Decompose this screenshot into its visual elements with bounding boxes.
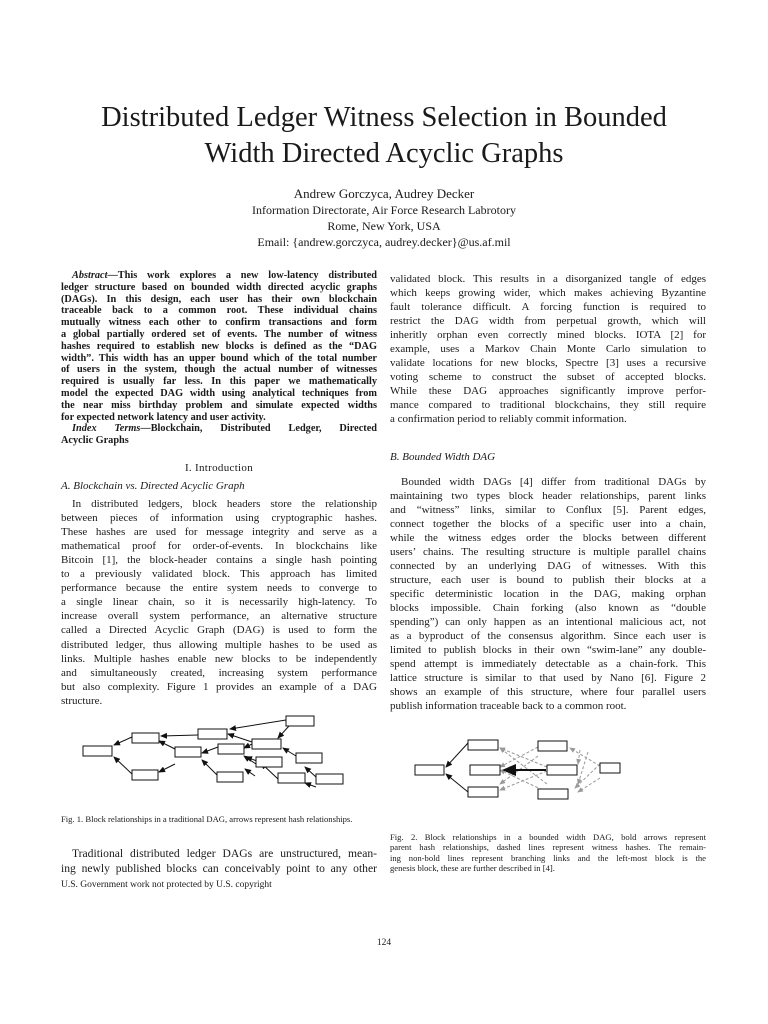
subsection-heading-a: A. Blockchain vs. Directed Acyclic Graph [61, 480, 245, 492]
abstract: Abstract—This work explores a new low-latency distributed ledger structure based on bounded width directed acyclic graphs (DAGs). In this design, each user has their own blockchain traceable back to a common root. These individual chains mutually witness each other to confirm transactions and form a global partially ordered set of events. The number of witness hashes required to establish new blocks is defined as the “DAG width”. This width has an upper bound which of the total number of users in the system, though the actual number of witnesses required is usually far less. In this paper we mathematically model the expected DAG width using analytical techniques from the near miss birthday problem and simulate expected widths for expected network latency and user activity. Index Terms—Blockchain, Distributed Ledger, Directed Acyclic Graphs [61, 270, 377, 447]
abstract-label: Abstract [72, 270, 108, 281]
index-terms: Index Terms—Blockchain, Distributed Ledger, Directed [72, 423, 377, 435]
figure-2-caption: Fig. 2. Block relationships in a bounded width DAG, bold arrows represent parent hash relationships, dashed lines represent witness hashes. The remain- ing non-bold lines represent branching links and the left-most block is the genesis block, these are further described in [4]. [390, 832, 706, 874]
intro-paragraph: In distributed ledgers, block headers store the relationship between pieces of information using cryptographic hashes. These hashes are used for message integrity and serve as a mathematical proof for order-of-events. In blockchains like Bitcoin [1], the block-header contains a single hash pointing to a previously validated block. This approach has limited performance because the entire system needs to converge to a single linear chain, so it is necessarily high-latency. To increase overall system performance, an alternative structure called a Directed Acyclic Graph (DAG) is used to form the distributed ledger, thus allowing multiple hashes to be used as links. Multiple hashes enable new blocks to be independently and simultaneously created, increasing system performance but also complexity. Figure 1 provides an example of a DAG structure. [61, 498, 377, 707]
figure-1-dag-diagram [78, 712, 350, 804]
section-heading-introduction: I. Introduction [184, 461, 254, 474]
paper-title [40, 100, 728, 172]
bounded-dag-paragraph: Bounded width DAGs [4] differ from traditional DAGs by maintaining two types block header relationships, parent links and “witness” links, similar to Conflux [5]. Parent edges, connect together the blocks of a specific user into a chain, while the witness edges order the blocks between different users’ chains. The resulting structure is multiple parallel chains connected by an underlying DAG of witnesses. With this structure, each user is bound to publish their blocks at a specific deterministic location in the DAG, making orphan blocks impossible. Chain forking (also known as “double spending”) can only happen as an intentional malicious act, not as a byproduct of the consensus algorithm. Since each user is limited to publish blocks in their own “swim-lane” any double- spend attempt is immediately detectable as a chain-fork. This lattice structure is similar to that used by Nano [6]. Figure 2 shows an example of this structure, where four parallel users publish information traceable back to a common root. [390, 475, 706, 713]
left-column [61, 270, 377, 708]
author-names: Andrew Gorczyca, Audrey Decker [293, 186, 475, 201]
title-line-1: Distributed Ledger Witness Selection in Bounded [101, 102, 667, 133]
location: Rome, New York, USA [327, 219, 441, 233]
author-block [0, 186, 768, 250]
right-top-paragraph: validated block. This results in a disorganized tangle of edges which keeps growing wider, which makes achieving Byzantine fault tolerance difficult. A forcing function is required to restrict the DAG width from perpetual growth, which will inheritly orphan even correctly mined blocks. IOTA [2] for example, uses a Markov Chain Monte Carlo simulation to validate locations for new blocks, Spectre [3] uses a recursive voting scheme to construct the subset of accepted blocks. While these DAG approaches significantly improve perfor- mance compared to traditional blockchains, they still require a confirmation period to reliably commit information. [390, 273, 706, 426]
affiliation: Information Directorate, Air Force Research Labrotory [252, 203, 516, 217]
title-line-2: Width Directed Acyclic Graphs [204, 138, 564, 169]
page-number: 124 [376, 938, 392, 948]
figure-2-bounded-dag-diagram [410, 734, 626, 804]
figure-1-caption: Fig. 1. Block relationships in a traditional DAG, arrows represent hash relationships. [61, 814, 353, 824]
copyright-notice: U.S. Government work not protected by U.S. copyright [61, 880, 272, 890]
subsection-heading-b: B. Bounded Width DAG [390, 450, 496, 463]
email: Email: {andrew.gorczyca, audrey.decker}@us.af.mil [257, 235, 511, 249]
left-continuation: Traditional distributed ledger DAGs are unstructured, mean- ing newly published blocks can conceivably point to any other [61, 847, 377, 875]
right-column [390, 272, 706, 713]
